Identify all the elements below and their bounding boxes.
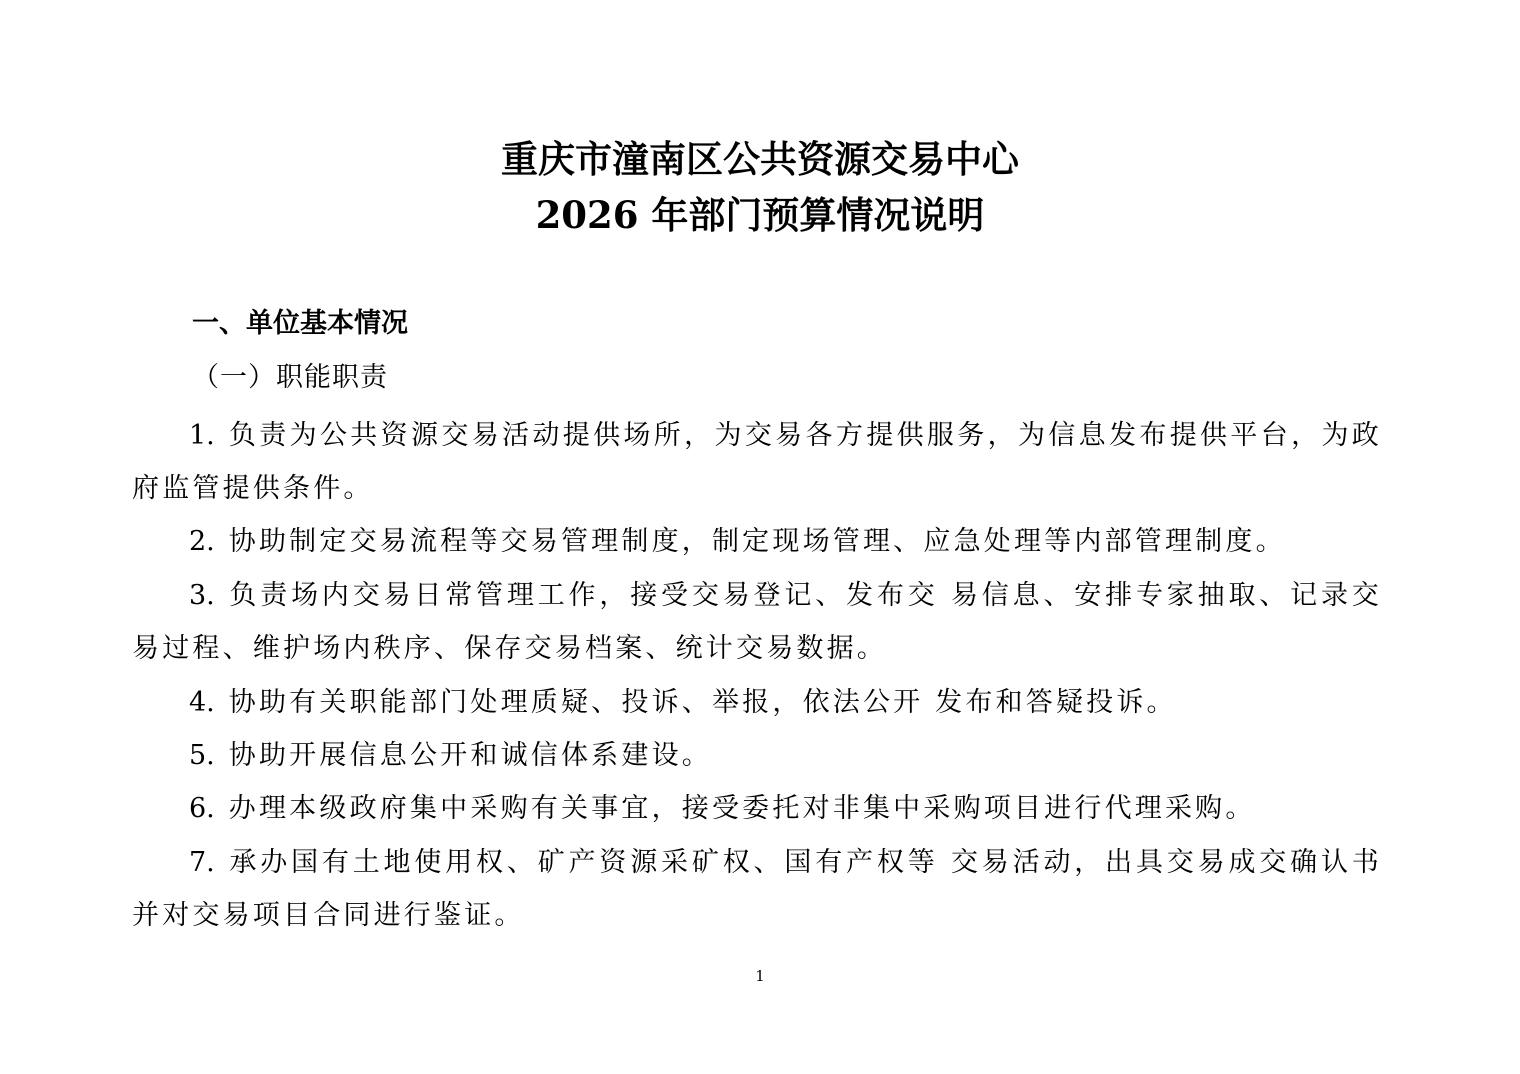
duty-item-number: 7. <box>189 847 215 878</box>
duty-item-number: 3. <box>189 580 215 611</box>
duty-item-3 <box>132 569 1382 675</box>
duty-item-text: 协助有关职能部门处理质疑、投诉、举报，依法公开 发布和答疑投诉。 <box>228 687 1177 718</box>
duty-item-4 <box>132 676 1382 729</box>
duty-item-number: 4. <box>189 687 215 718</box>
duty-item-number: 1. <box>189 420 215 451</box>
duty-item-2 <box>132 515 1382 568</box>
subsection-heading: （一）职能职责 <box>192 362 388 393</box>
duty-item-text: 协助开展信息公开和诚信体系建设。 <box>228 740 712 771</box>
document-title-line2: 2026 年部门预算情况说明 <box>535 193 985 237</box>
duty-item-number: 2. <box>189 526 215 557</box>
duty-item-number: 5. <box>189 740 215 771</box>
duty-item-text: 承办国有土地使用权、矿产资源采矿权、国有产权等 交易活动，出具交易成交确认书并对交易项目合同进行鉴证。 <box>132 847 1382 931</box>
page-number: 1 <box>755 967 765 985</box>
document-title-line1: 重庆市潼南区公共资源交易中心 <box>501 137 1019 181</box>
duty-item-text: 协助制定交易流程等交易管理制度，制定现场管理、应急处理等内部管理制度。 <box>228 526 1286 557</box>
duty-item-7 <box>132 836 1382 942</box>
duty-item-number: 6. <box>189 793 215 824</box>
duty-item-text: 负责场内交易日常管理工作，接受交易登记、发布交 易信息、安排专家抽取、记录交易过程、维护场内秩序、保存交易档案、统计交易数据。 <box>132 580 1382 664</box>
duty-item-6 <box>132 782 1382 835</box>
duty-item-text: 办理本级政府集中采购有关事宜，接受委托对非集中采购项目进行代理采购。 <box>228 793 1256 824</box>
section-heading: 一、单位基本情况 <box>192 308 408 339</box>
duty-item-text: 负责为公共资源交易活动提供场所，为交易各方提供服务，为信息发布提供平台，为政府监管提供条件。 <box>132 420 1382 504</box>
duty-item-5 <box>132 729 1382 782</box>
duty-item-1 <box>132 409 1382 515</box>
